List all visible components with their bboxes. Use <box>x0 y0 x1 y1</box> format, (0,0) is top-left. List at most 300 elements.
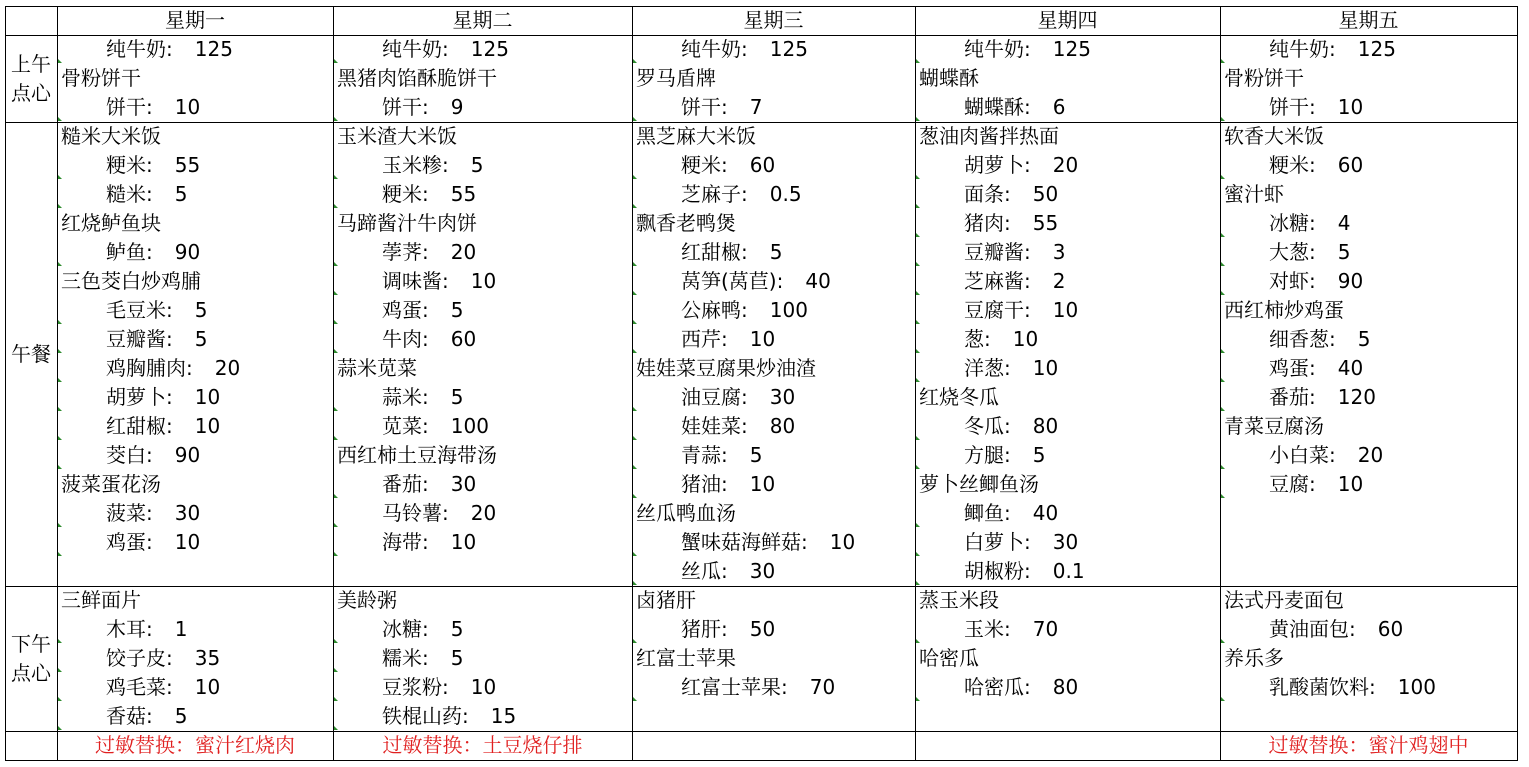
ingredient-line <box>57 615 333 644</box>
ingredient-line <box>1220 93 1517 122</box>
ingredient-amount: 5 <box>1032 443 1046 467</box>
grid-line-vertical <box>57 6 58 761</box>
lunch-cell-day-2 <box>333 122 632 586</box>
ingredient-name: 牛肉: <box>382 327 429 351</box>
ingredient-line <box>333 238 632 267</box>
dish-name: 哈密瓜 <box>919 646 979 670</box>
ingredient-name: 玉米: <box>964 617 1011 641</box>
allergy-note-day-2: 过敏替换：土豆烧仔排 <box>382 733 583 757</box>
ingredient-name: 洋葱: <box>964 356 1011 380</box>
ingredient-line <box>333 615 632 644</box>
ingredient-amount: 80 <box>1032 414 1059 438</box>
grid-line-horizontal <box>5 586 1518 587</box>
dish-name: 葱油肉酱拌热面 <box>919 124 1059 148</box>
ingredient-line <box>333 528 632 557</box>
ingredient-amount: 35 <box>194 646 221 670</box>
ingredient-name: 鸡蛋: <box>382 298 429 322</box>
ingredient-line <box>632 93 915 122</box>
ingredient-name: 粳米: <box>382 182 429 206</box>
dish-name: 蝴蝶酥 <box>919 66 979 90</box>
ingredient-amount: 80 <box>1052 675 1079 699</box>
dish-name: 红烧冬瓜 <box>919 385 999 409</box>
ingredient-name: 海带: <box>382 530 429 554</box>
ingredient-amount: 55 <box>1032 211 1059 235</box>
ingredient-amount: 125 <box>769 37 808 61</box>
grid-line-horizontal <box>5 35 1518 36</box>
ingredient-name: 糙米: <box>106 182 153 206</box>
ingredient-name: 豆腐干: <box>964 298 1031 322</box>
ingredient-line <box>1220 238 1517 267</box>
ingredient-line <box>57 296 333 325</box>
ingredient-amount: 60 <box>450 327 477 351</box>
day-header-4: 星期四 <box>1037 8 1098 32</box>
row-label-line: 上午 <box>11 51 51 76</box>
ingredient-line <box>333 93 632 122</box>
ingredient-name: 青蒜: <box>681 443 728 467</box>
morning-cell-day-1 <box>57 35 333 122</box>
dish-name: 娃娃菜豆腐果炒油渣 <box>636 356 816 380</box>
ingredient-line <box>57 528 333 557</box>
ingredient-line <box>632 325 915 354</box>
ingredient-line <box>333 35 632 64</box>
dish-name: 西红柿炒鸡蛋 <box>1224 298 1344 322</box>
ingredient-amount: 10 <box>470 269 497 293</box>
ingredient-line <box>333 267 632 296</box>
ingredient-amount: 0.1 <box>1052 559 1085 583</box>
ingredient-amount: 10 <box>1337 472 1364 496</box>
ingredient-line <box>915 557 1220 586</box>
ingredient-amount: 10 <box>174 530 201 554</box>
ingredient-line <box>915 151 1220 180</box>
ingredient-name: 葱: <box>964 327 991 351</box>
ingredient-amount: 80 <box>769 414 796 438</box>
lunch-cell-day-1 <box>57 122 333 586</box>
ingredient-amount: 100 <box>1397 675 1436 699</box>
ingredient-name: 豆瓣酱: <box>964 240 1031 264</box>
dish-name: 糙米大米饭 <box>61 124 161 148</box>
dish-name: 法式丹麦面包 <box>1224 588 1344 612</box>
ingredient-amount: 10 <box>194 675 221 699</box>
lunch-cell-day-4 <box>915 122 1220 586</box>
row-label-text <box>5 50 57 108</box>
day-header-5: 星期五 <box>1338 8 1399 32</box>
ingredient-name: 鸡蛋: <box>106 530 153 554</box>
dish-name: 美龄粥 <box>337 588 397 612</box>
ingredient-line <box>915 35 1220 64</box>
day-header-3: 星期三 <box>743 8 804 32</box>
ingredient-amount: 60 <box>749 153 776 177</box>
dish-name: 飘香老鸭煲 <box>636 211 736 235</box>
ingredient-name: 哈密瓜: <box>964 675 1031 699</box>
ingredient-line <box>1220 441 1517 470</box>
ingredient-line <box>57 441 333 470</box>
ingredient-amount: 5 <box>749 443 763 467</box>
dish-name: 骨粉饼干 <box>1224 66 1304 90</box>
ingredient-name: 蟹味菇海鲜菇: <box>681 530 808 554</box>
ingredient-line <box>632 615 915 644</box>
ingredient-amount: 5 <box>174 704 188 728</box>
dish-name: 三鲜面片 <box>61 588 141 612</box>
dish-name: 西红柿土豆海带汤 <box>337 443 497 467</box>
ingredient-name: 鲫鱼: <box>964 501 1011 525</box>
ingredient-line <box>57 35 333 64</box>
ingredient-name: 鸡毛菜: <box>106 675 173 699</box>
ingredient-name: 纯牛奶: <box>681 37 748 61</box>
ingredient-line <box>1220 470 1517 499</box>
afternoon-cell-day-3 <box>632 586 915 731</box>
ingredient-name: 纯牛奶: <box>106 37 173 61</box>
allergy-note-day-3 <box>632 731 915 760</box>
ingredient-name: 饼干: <box>382 95 429 119</box>
ingredient-name: 粳米: <box>1269 153 1316 177</box>
ingredient-name: 豆浆粉: <box>382 675 449 699</box>
ingredient-name: 番茄: <box>1269 385 1316 409</box>
dish-name: 玉米渣大米饭 <box>337 124 457 148</box>
ingredient-line <box>632 267 915 296</box>
ingredient-amount: 50 <box>1032 182 1059 206</box>
ingredient-line <box>915 441 1220 470</box>
ingredient-amount: 100 <box>769 298 808 322</box>
ingredient-amount: 2 <box>1052 269 1066 293</box>
morning-cell-day-2 <box>333 35 632 122</box>
ingredient-name: 蒜米: <box>382 385 429 409</box>
ingredient-name: 芝麻酱: <box>964 269 1031 293</box>
ingredient-amount: 10 <box>1012 327 1039 351</box>
ingredient-name: 香菇: <box>106 704 153 728</box>
ingredient-line <box>333 180 632 209</box>
ingredient-amount: 40 <box>1337 356 1364 380</box>
dish-name: 菠菜蛋花汤 <box>61 472 161 496</box>
day-header-2: 星期二 <box>452 8 513 32</box>
grid-line-vertical <box>632 6 633 761</box>
ingredient-name: 胡萝卜: <box>106 385 173 409</box>
ingredient-amount: 30 <box>450 472 477 496</box>
grid-line-horizontal <box>5 731 1518 732</box>
ingredient-name: 饼干: <box>681 95 728 119</box>
ingredient-name: 白萝卜: <box>964 530 1031 554</box>
dish-name: 丝瓜鸭血汤 <box>636 501 736 525</box>
ingredient-name: 纯牛奶: <box>1269 37 1336 61</box>
ingredient-name: 蝴蝶酥: <box>964 95 1031 119</box>
ingredient-line <box>1220 354 1517 383</box>
lunch-cell-day-3 <box>632 122 915 586</box>
ingredient-line <box>632 296 915 325</box>
ingredient-name: 番茄: <box>382 472 429 496</box>
allergy-note-day-5: 过敏替换：蜜汁鸡翅中 <box>1268 733 1469 757</box>
ingredient-amount: 10 <box>194 385 221 409</box>
ingredient-line <box>57 325 333 354</box>
ingredient-amount: 0.5 <box>769 182 802 206</box>
ingredient-line <box>333 644 632 673</box>
ingredient-amount: 10 <box>1032 356 1059 380</box>
ingredient-amount: 120 <box>1337 385 1376 409</box>
ingredient-amount: 5 <box>1357 327 1371 351</box>
ingredient-amount: 90 <box>174 240 201 264</box>
ingredient-name: 毛豆米: <box>106 298 173 322</box>
ingredient-line <box>1220 209 1517 238</box>
ingredient-line <box>1220 615 1517 644</box>
ingredient-amount: 30 <box>749 559 776 583</box>
row-label-line: 点心 <box>11 660 51 685</box>
ingredient-amount: 20 <box>214 356 241 380</box>
grid-line-horizontal <box>5 122 1518 123</box>
ingredient-amount: 5 <box>450 646 464 670</box>
ingredient-line <box>57 151 333 180</box>
ingredient-amount: 9 <box>450 95 464 119</box>
dish-name: 三色茭白炒鸡脯 <box>61 269 201 293</box>
ingredient-name: 鲈鱼: <box>106 240 153 264</box>
ingredient-line <box>333 383 632 412</box>
ingredient-amount: 5 <box>769 240 783 264</box>
ingredient-name: 冰糖: <box>382 617 429 641</box>
ingredient-amount: 10 <box>174 95 201 119</box>
ingredient-line <box>333 151 632 180</box>
ingredient-amount: 30 <box>1052 530 1079 554</box>
dish-name: 青菜豆腐汤 <box>1224 414 1324 438</box>
ingredient-amount: 30 <box>769 385 796 409</box>
ingredient-name: 胡椒粉: <box>964 559 1031 583</box>
row-label-line: 下午 <box>11 631 51 656</box>
ingredient-name: 乳酸菌饮料: <box>1269 675 1376 699</box>
ingredient-amount: 55 <box>450 182 477 206</box>
dish-name: 蒸玉米段 <box>919 588 999 612</box>
ingredient-line <box>632 180 915 209</box>
ingredient-amount: 10 <box>749 472 776 496</box>
ingredient-amount: 5 <box>450 617 464 641</box>
ingredient-amount: 7 <box>749 95 763 119</box>
ingredient-amount: 125 <box>1052 37 1091 61</box>
row-label-morning <box>5 35 57 122</box>
ingredient-name: 菠菜: <box>106 501 153 525</box>
ingredient-line <box>333 412 632 441</box>
ingredient-line <box>333 673 632 702</box>
ingredient-amount: 15 <box>490 704 517 728</box>
grid-line-vertical <box>333 6 334 761</box>
ingredient-line <box>632 557 915 586</box>
ingredient-amount: 5 <box>470 153 484 177</box>
ingredient-line <box>57 354 333 383</box>
ingredient-line <box>333 325 632 354</box>
ingredient-name: 粳米: <box>681 153 728 177</box>
ingredient-name: 荸荠: <box>382 240 429 264</box>
ingredient-line <box>915 238 1220 267</box>
ingredient-amount: 5 <box>450 298 464 322</box>
ingredient-line <box>632 528 915 557</box>
ingredient-amount: 30 <box>174 501 201 525</box>
dish-name: 萝卜丝鲫鱼汤 <box>919 472 1039 496</box>
ingredient-name: 面条: <box>964 182 1011 206</box>
ingredient-name: 冬瓜: <box>964 414 1011 438</box>
ingredient-name: 黄油面包: <box>1269 617 1356 641</box>
ingredient-name: 木耳: <box>106 617 153 641</box>
ingredient-name: 大葱: <box>1269 240 1316 264</box>
ingredient-amount: 70 <box>1032 617 1059 641</box>
dish-name: 红烧鲈鱼块 <box>61 211 161 235</box>
ingredient-amount: 90 <box>174 443 201 467</box>
ingredient-name: 饼干: <box>106 95 153 119</box>
ingredient-line <box>915 528 1220 557</box>
ingredient-line <box>1220 267 1517 296</box>
grid-line-horizontal <box>5 6 1518 7</box>
allergy-row-label <box>5 731 57 760</box>
ingredient-amount: 70 <box>809 675 836 699</box>
ingredient-name: 油豆腐: <box>681 385 748 409</box>
ingredient-line <box>57 702 333 731</box>
allergy-note-day-1: 过敏替换：蜜汁红烧肉 <box>95 733 295 757</box>
ingredient-amount: 50 <box>749 617 776 641</box>
ingredient-line <box>915 209 1220 238</box>
row-label-afternoon <box>5 586 57 731</box>
ingredient-line <box>915 354 1220 383</box>
ingredient-name: 猪肉: <box>964 211 1011 235</box>
dish-name: 蒜米苋菜 <box>337 356 417 380</box>
ingredient-line <box>915 412 1220 441</box>
ingredient-line <box>57 412 333 441</box>
ingredient-amount: 10 <box>470 675 497 699</box>
ingredient-amount: 125 <box>194 37 233 61</box>
ingredient-name: 糯米: <box>382 646 429 670</box>
ingredient-line <box>57 383 333 412</box>
afternoon-cell-day-5 <box>1220 586 1517 731</box>
dish-name: 马蹄酱汁牛肉饼 <box>337 211 477 235</box>
row-label-line: 午餐 <box>11 341 51 366</box>
ingredient-amount: 20 <box>450 240 477 264</box>
dish-name: 黑芝麻大米饭 <box>636 124 756 148</box>
dish-name: 卤猪肝 <box>636 588 696 612</box>
ingredient-line <box>1220 673 1517 702</box>
grid-line-vertical <box>1220 6 1221 761</box>
grid-line-vertical <box>1517 6 1518 761</box>
ingredient-amount: 4 <box>1337 211 1351 235</box>
ingredient-line <box>1220 325 1517 354</box>
ingredient-line <box>333 499 632 528</box>
ingredient-name: 对虾: <box>1269 269 1316 293</box>
ingredient-name: 纯牛奶: <box>382 37 449 61</box>
ingredient-line <box>915 93 1220 122</box>
ingredient-amount: 100 <box>450 414 489 438</box>
dish-name: 黑猪肉馅酥脆饼干 <box>337 66 497 90</box>
ingredient-line <box>57 238 333 267</box>
ingredient-amount: 10 <box>1052 298 1079 322</box>
ingredient-name: 红甜椒: <box>681 240 748 264</box>
dish-name: 罗马盾牌 <box>636 66 716 90</box>
ingredient-line <box>915 296 1220 325</box>
day-header-1: 星期一 <box>165 8 225 32</box>
ingredient-line <box>57 673 333 702</box>
ingredient-name: 猪肝: <box>681 617 728 641</box>
ingredient-name: 芝麻子: <box>681 182 748 206</box>
ingredient-amount: 20 <box>470 501 497 525</box>
ingredient-line <box>57 180 333 209</box>
ingredient-name: 莴笋(莴苣): <box>681 269 784 293</box>
ingredient-line <box>632 470 915 499</box>
morning-cell-day-4 <box>915 35 1220 122</box>
ingredient-line <box>333 702 632 731</box>
ingredient-line <box>57 499 333 528</box>
ingredient-name: 粳米: <box>106 153 153 177</box>
morning-cell-day-5 <box>1220 35 1517 122</box>
ingredient-line <box>1220 151 1517 180</box>
ingredient-line <box>333 470 632 499</box>
afternoon-cell-day-1 <box>57 586 333 731</box>
ingredient-line <box>632 35 915 64</box>
ingredient-name: 鸡胸脯肉: <box>106 356 193 380</box>
ingredient-amount: 10 <box>1337 95 1364 119</box>
ingredient-line <box>915 325 1220 354</box>
ingredient-name: 饼干: <box>1269 95 1316 119</box>
ingredient-line <box>915 180 1220 209</box>
ingredient-line <box>1220 35 1517 64</box>
grid-line-horizontal <box>5 760 1518 761</box>
ingredient-amount: 40 <box>1032 501 1059 525</box>
ingredient-name: 调味酱: <box>382 269 449 293</box>
ingredient-amount: 3 <box>1052 240 1066 264</box>
ingredient-name: 鸡蛋: <box>1269 356 1316 380</box>
ingredient-amount: 1 <box>174 617 188 641</box>
ingredient-amount: 55 <box>174 153 201 177</box>
ingredient-name: 冰糖: <box>1269 211 1316 235</box>
afternoon-cell-day-2 <box>333 586 632 731</box>
ingredient-name: 茭白: <box>106 443 153 467</box>
ingredient-line <box>57 644 333 673</box>
grid-line-vertical <box>915 6 916 761</box>
dish-name: 红富士苹果 <box>636 646 736 670</box>
ingredient-amount: 125 <box>470 37 509 61</box>
ingredient-amount: 10 <box>829 530 856 554</box>
ingredient-amount: 5 <box>194 327 208 351</box>
dish-name: 养乐多 <box>1224 646 1284 670</box>
ingredient-name: 红富士苹果: <box>681 675 788 699</box>
ingredient-amount: 10 <box>450 530 477 554</box>
ingredient-amount: 125 <box>1357 37 1396 61</box>
dish-name: 骨粉饼干 <box>61 66 141 90</box>
ingredient-name: 铁棍山药: <box>382 704 469 728</box>
ingredient-line <box>915 267 1220 296</box>
ingredient-name: 豆瓣酱: <box>106 327 173 351</box>
ingredient-line <box>632 412 915 441</box>
ingredient-name: 苋菜: <box>382 414 429 438</box>
morning-cell-day-3 <box>632 35 915 122</box>
ingredient-name: 饺子皮: <box>106 646 173 670</box>
ingredient-line <box>915 615 1220 644</box>
ingredient-line <box>57 93 333 122</box>
ingredient-amount: 10 <box>194 414 221 438</box>
ingredient-amount: 5 <box>194 298 208 322</box>
ingredient-line <box>632 383 915 412</box>
ingredient-line <box>632 441 915 470</box>
ingredient-name: 豆腐: <box>1269 472 1316 496</box>
afternoon-cell-day-4 <box>915 586 1220 731</box>
row-label-text <box>5 630 57 688</box>
row-label-lunch <box>5 122 57 586</box>
ingredient-name: 细香葱: <box>1269 327 1336 351</box>
ingredient-amount: 20 <box>1052 153 1079 177</box>
ingredient-line <box>915 673 1220 702</box>
ingredient-line <box>333 296 632 325</box>
ingredient-amount: 5 <box>450 385 464 409</box>
lunch-cell-day-5 <box>1220 122 1517 586</box>
ingredient-amount: 20 <box>1357 443 1384 467</box>
ingredient-name: 方腿: <box>964 443 1011 467</box>
grid-line-vertical <box>5 6 6 761</box>
allergy-note-day-4 <box>915 731 1220 760</box>
row-label-text <box>5 340 57 369</box>
ingredient-name: 丝瓜: <box>681 559 728 583</box>
ingredient-name: 马铃薯: <box>382 501 449 525</box>
ingredient-name: 胡萝卜: <box>964 153 1031 177</box>
ingredient-name: 纯牛奶: <box>964 37 1031 61</box>
ingredient-amount: 60 <box>1337 153 1364 177</box>
